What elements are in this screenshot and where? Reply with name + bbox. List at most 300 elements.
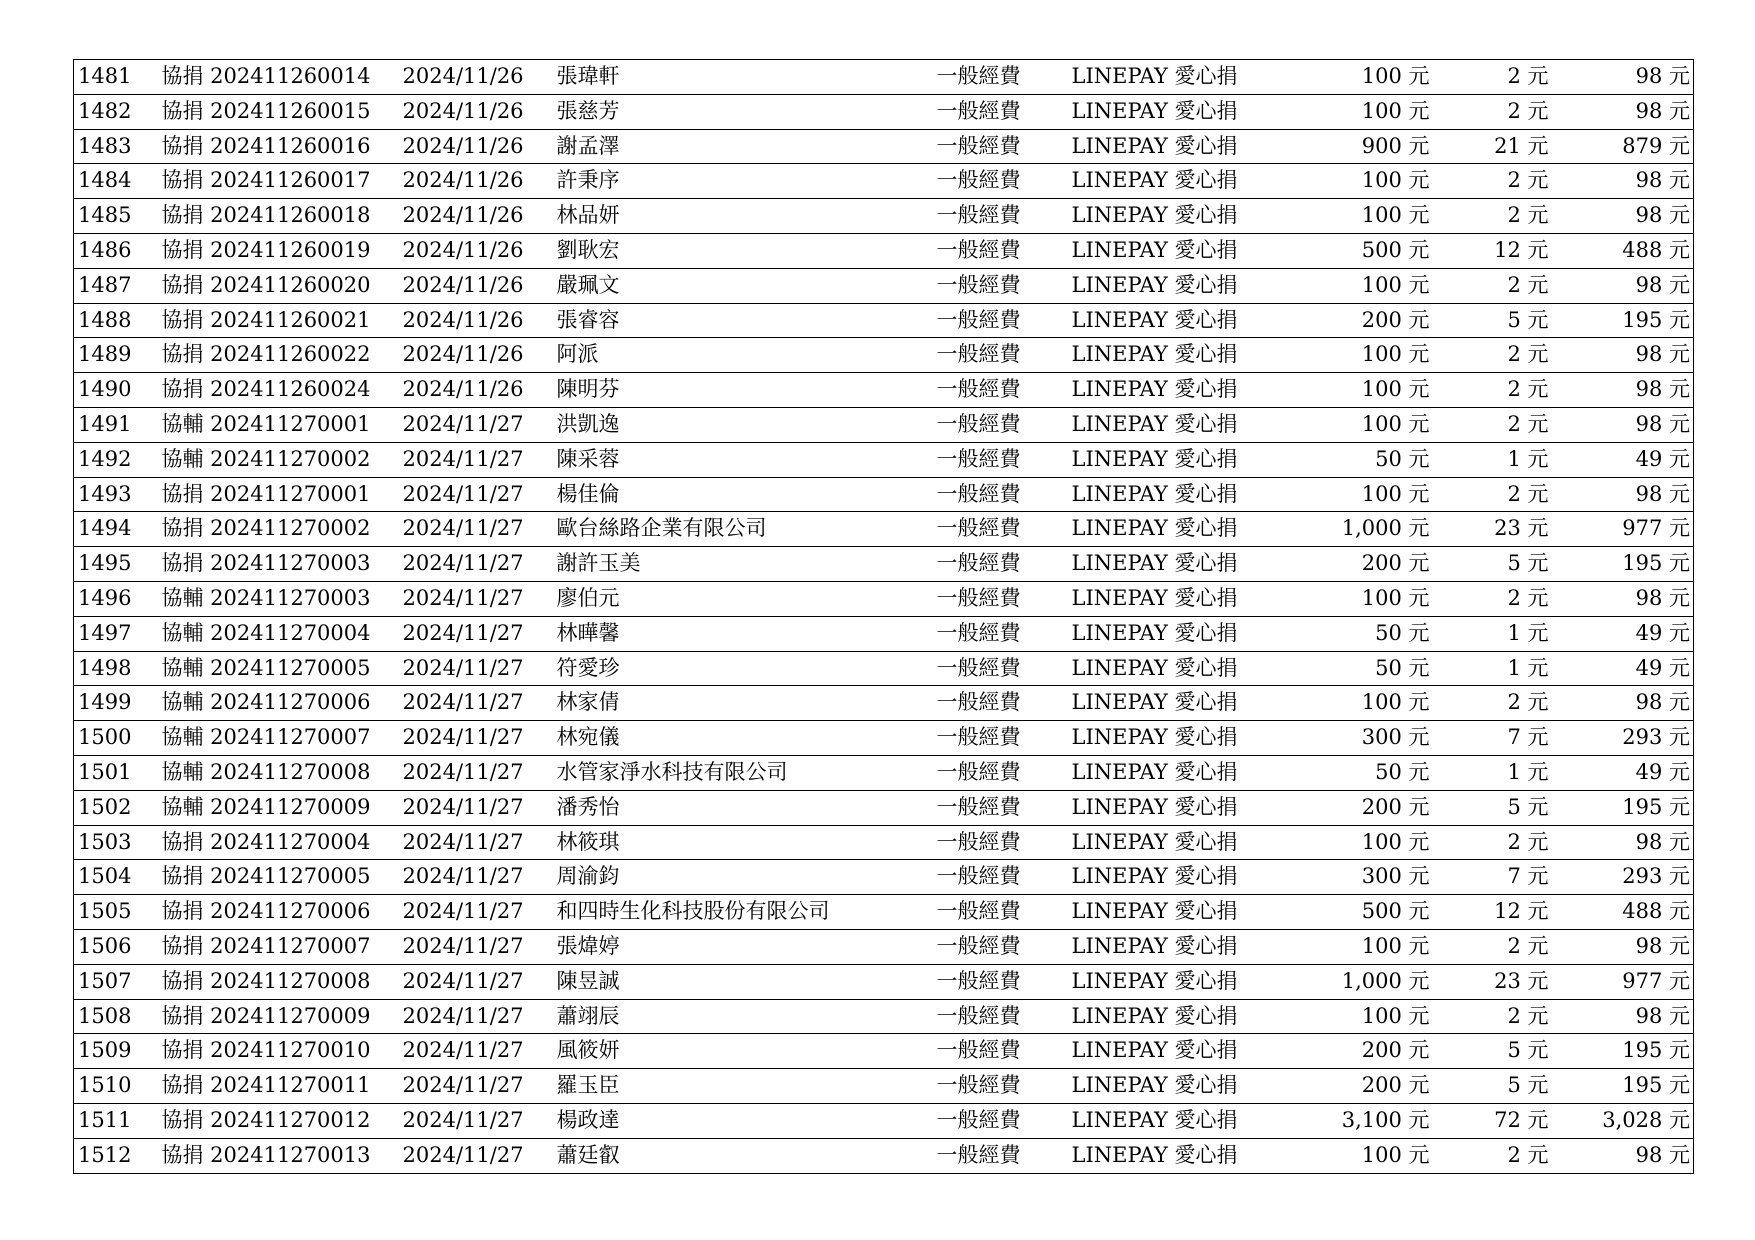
amount-cell: 100 元 [1260,686,1434,721]
date-cell: 2024/11/27 [391,1069,545,1104]
amount-cell: 50 元 [1260,442,1434,477]
payment-method-cell: LINEPAY 愛心捐 [1072,721,1260,756]
serial-number-cell: 1503 [74,825,152,860]
purpose-cell: 一般經費 [937,686,1072,721]
serial-number-cell: 1482 [74,94,152,129]
fee-cell: 2 元 [1434,929,1553,964]
amount-cell: 1,000 元 [1260,964,1434,999]
amount-cell: 100 元 [1260,477,1434,512]
fee-cell: 72 元 [1434,1103,1553,1138]
receipt-number-cell: 協捐 202411270002 [152,512,391,547]
serial-number-cell: 1488 [74,303,152,338]
date-cell: 2024/11/27 [391,790,545,825]
net-amount-cell: 98 元 [1553,407,1694,442]
serial-number-cell: 1481 [74,60,152,95]
net-amount-cell: 98 元 [1553,1138,1694,1173]
date-cell: 2024/11/27 [391,1138,545,1173]
payment-method-cell: LINEPAY 愛心捐 [1072,755,1260,790]
table-row [74,199,1694,234]
net-amount-cell: 195 元 [1553,303,1694,338]
donor-name-cell: 羅玉臣 [545,1069,937,1104]
date-cell: 2024/11/26 [391,94,545,129]
serial-number-cell: 1507 [74,964,152,999]
date-cell: 2024/11/26 [391,129,545,164]
date-cell: 2024/11/27 [391,651,545,686]
donor-name-cell: 張睿容 [545,303,937,338]
serial-number-cell: 1486 [74,233,152,268]
purpose-cell: 一般經費 [937,651,1072,686]
purpose-cell: 一般經費 [937,199,1072,234]
serial-number-cell: 1484 [74,164,152,199]
purpose-cell: 一般經費 [937,964,1072,999]
donor-name-cell: 張煒婷 [545,929,937,964]
serial-number-cell: 1492 [74,442,152,477]
payment-method-cell: LINEPAY 愛心捐 [1072,616,1260,651]
donor-name-cell: 阿派 [545,338,937,373]
amount-cell: 100 元 [1260,581,1434,616]
net-amount-cell: 293 元 [1553,721,1694,756]
purpose-cell: 一般經費 [937,407,1072,442]
date-cell: 2024/11/27 [391,477,545,512]
net-amount-cell: 195 元 [1553,1034,1694,1069]
purpose-cell: 一般經費 [937,547,1072,582]
net-amount-cell: 879 元 [1553,129,1694,164]
receipt-number-cell: 協輔 202411270009 [152,790,391,825]
fee-cell: 23 元 [1434,512,1553,547]
amount-cell: 100 元 [1260,1138,1434,1173]
purpose-cell: 一般經費 [937,268,1072,303]
table-row [74,129,1694,164]
net-amount-cell: 195 元 [1553,1069,1694,1104]
date-cell: 2024/11/27 [391,755,545,790]
payment-method-cell: LINEPAY 愛心捐 [1072,581,1260,616]
payment-method-cell: LINEPAY 愛心捐 [1072,825,1260,860]
fee-cell: 5 元 [1434,1069,1553,1104]
fee-cell: 2 元 [1434,477,1553,512]
date-cell: 2024/11/27 [391,1103,545,1138]
purpose-cell: 一般經費 [937,60,1072,95]
date-cell: 2024/11/27 [391,721,545,756]
table-row [74,268,1694,303]
table-row [74,1069,1694,1104]
table-row [74,1103,1694,1138]
payment-method-cell: LINEPAY 愛心捐 [1072,233,1260,268]
payment-method-cell: LINEPAY 愛心捐 [1072,129,1260,164]
amount-cell: 500 元 [1260,233,1434,268]
purpose-cell: 一般經費 [937,790,1072,825]
payment-method-cell: LINEPAY 愛心捐 [1072,199,1260,234]
receipt-number-cell: 協捐 202411270001 [152,477,391,512]
fee-cell: 2 元 [1434,338,1553,373]
date-cell: 2024/11/27 [391,581,545,616]
purpose-cell: 一般經費 [937,999,1072,1034]
serial-number-cell: 1489 [74,338,152,373]
receipt-number-cell: 協輔 202411270007 [152,721,391,756]
payment-method-cell: LINEPAY 愛心捐 [1072,651,1260,686]
net-amount-cell: 98 元 [1553,268,1694,303]
serial-number-cell: 1499 [74,686,152,721]
amount-cell: 300 元 [1260,860,1434,895]
receipt-number-cell: 協捐 202411270011 [152,1069,391,1104]
payment-method-cell: LINEPAY 愛心捐 [1072,1034,1260,1069]
donor-name-cell: 陳昱誠 [545,964,937,999]
date-cell: 2024/11/27 [391,547,545,582]
serial-number-cell: 1483 [74,129,152,164]
serial-number-cell: 1502 [74,790,152,825]
receipt-number-cell: 協捐 202411270012 [152,1103,391,1138]
date-cell: 2024/11/26 [391,164,545,199]
fee-cell: 7 元 [1434,860,1553,895]
date-cell: 2024/11/26 [391,303,545,338]
table-row [74,60,1694,95]
table-row [74,547,1694,582]
amount-cell: 50 元 [1260,755,1434,790]
donor-name-cell: 蕭廷叡 [545,1138,937,1173]
fee-cell: 5 元 [1434,547,1553,582]
serial-number-cell: 1501 [74,755,152,790]
table-row [74,581,1694,616]
donation-table [73,59,1694,1174]
amount-cell: 100 元 [1260,373,1434,408]
purpose-cell: 一般經費 [937,373,1072,408]
fee-cell: 12 元 [1434,895,1553,930]
net-amount-cell: 3,028 元 [1553,1103,1694,1138]
purpose-cell: 一般經費 [937,581,1072,616]
donor-name-cell: 嚴珮文 [545,268,937,303]
donor-name-cell: 陳采蓉 [545,442,937,477]
fee-cell: 2 元 [1434,199,1553,234]
serial-number-cell: 1505 [74,895,152,930]
payment-method-cell: LINEPAY 愛心捐 [1072,1103,1260,1138]
amount-cell: 50 元 [1260,616,1434,651]
fee-cell: 5 元 [1434,790,1553,825]
net-amount-cell: 488 元 [1553,895,1694,930]
amount-cell: 900 元 [1260,129,1434,164]
net-amount-cell: 488 元 [1553,233,1694,268]
receipt-number-cell: 協輔 202411270001 [152,407,391,442]
purpose-cell: 一般經費 [937,94,1072,129]
receipt-number-cell: 協捐 202411260017 [152,164,391,199]
payment-method-cell: LINEPAY 愛心捐 [1072,895,1260,930]
table-row [74,338,1694,373]
net-amount-cell: 98 元 [1553,94,1694,129]
purpose-cell: 一般經費 [937,1103,1072,1138]
serial-number-cell: 1506 [74,929,152,964]
donor-name-cell: 符愛珍 [545,651,937,686]
payment-method-cell: LINEPAY 愛心捐 [1072,338,1260,373]
donor-name-cell: 潘秀怡 [545,790,937,825]
fee-cell: 1 元 [1434,616,1553,651]
receipt-number-cell: 協捐 202411270013 [152,1138,391,1173]
payment-method-cell: LINEPAY 愛心捐 [1072,1138,1260,1173]
receipt-number-cell: 協捐 202411260022 [152,338,391,373]
purpose-cell: 一般經費 [937,129,1072,164]
receipt-number-cell: 協捐 202411270007 [152,929,391,964]
purpose-cell: 一般經費 [937,825,1072,860]
net-amount-cell: 977 元 [1553,512,1694,547]
serial-number-cell: 1500 [74,721,152,756]
receipt-number-cell: 協捐 202411260014 [152,60,391,95]
receipt-number-cell: 協捐 202411270010 [152,1034,391,1069]
receipt-number-cell: 協輔 202411270002 [152,442,391,477]
table-row [74,164,1694,199]
purpose-cell: 一般經費 [937,512,1072,547]
donor-name-cell: 林筱琪 [545,825,937,860]
fee-cell: 5 元 [1434,303,1553,338]
receipt-number-cell: 協捐 202411270004 [152,825,391,860]
amount-cell: 100 元 [1260,268,1434,303]
table-row [74,1034,1694,1069]
date-cell: 2024/11/27 [391,512,545,547]
date-cell: 2024/11/27 [391,825,545,860]
fee-cell: 1 元 [1434,442,1553,477]
payment-method-cell: LINEPAY 愛心捐 [1072,929,1260,964]
donor-name-cell: 和四時生化科技股份有限公司 [545,895,937,930]
donor-name-cell: 廖伯元 [545,581,937,616]
date-cell: 2024/11/26 [391,60,545,95]
table-row [74,999,1694,1034]
receipt-number-cell: 協輔 202411270006 [152,686,391,721]
purpose-cell: 一般經費 [937,616,1072,651]
donor-name-cell: 林宛儀 [545,721,937,756]
payment-method-cell: LINEPAY 愛心捐 [1072,442,1260,477]
fee-cell: 5 元 [1434,1034,1553,1069]
payment-method-cell: LINEPAY 愛心捐 [1072,686,1260,721]
table-row [74,477,1694,512]
date-cell: 2024/11/27 [391,964,545,999]
date-cell: 2024/11/27 [391,616,545,651]
date-cell: 2024/11/26 [391,338,545,373]
amount-cell: 100 元 [1260,199,1434,234]
serial-number-cell: 1504 [74,860,152,895]
serial-number-cell: 1487 [74,268,152,303]
fee-cell: 2 元 [1434,825,1553,860]
purpose-cell: 一般經費 [937,1034,1072,1069]
date-cell: 2024/11/27 [391,1034,545,1069]
receipt-number-cell: 協捐 202411260016 [152,129,391,164]
serial-number-cell: 1508 [74,999,152,1034]
amount-cell: 100 元 [1260,94,1434,129]
purpose-cell: 一般經費 [937,164,1072,199]
receipt-number-cell: 協捐 202411270009 [152,999,391,1034]
serial-number-cell: 1510 [74,1069,152,1104]
serial-number-cell: 1493 [74,477,152,512]
purpose-cell: 一般經費 [937,755,1072,790]
receipt-number-cell: 協捐 202411260015 [152,94,391,129]
donor-name-cell: 張瑋軒 [545,60,937,95]
fee-cell: 2 元 [1434,164,1553,199]
donor-name-cell: 謝孟澤 [545,129,937,164]
payment-method-cell: LINEPAY 愛心捐 [1072,60,1260,95]
serial-number-cell: 1490 [74,373,152,408]
payment-method-cell: LINEPAY 愛心捐 [1072,860,1260,895]
table-row [74,755,1694,790]
date-cell: 2024/11/27 [391,860,545,895]
serial-number-cell: 1485 [74,199,152,234]
donor-name-cell: 周渝鈞 [545,860,937,895]
table-row [74,651,1694,686]
receipt-number-cell: 協捐 202411270003 [152,547,391,582]
donor-name-cell: 陳明芬 [545,373,937,408]
serial-number-cell: 1496 [74,581,152,616]
amount-cell: 100 元 [1260,999,1434,1034]
net-amount-cell: 98 元 [1553,338,1694,373]
receipt-number-cell: 協捐 202411260021 [152,303,391,338]
date-cell: 2024/11/26 [391,268,545,303]
donor-name-cell: 林曄馨 [545,616,937,651]
donor-name-cell: 風筱妍 [545,1034,937,1069]
table-row [74,373,1694,408]
donor-name-cell: 水管家淨水科技有限公司 [545,755,937,790]
donor-name-cell: 許秉序 [545,164,937,199]
donor-name-cell: 劉耿宏 [545,233,937,268]
table-row [74,825,1694,860]
purpose-cell: 一般經費 [937,860,1072,895]
amount-cell: 100 元 [1260,407,1434,442]
donor-name-cell: 張慈芳 [545,94,937,129]
fee-cell: 2 元 [1434,1138,1553,1173]
fee-cell: 2 元 [1434,581,1553,616]
receipt-number-cell: 協捐 202411260020 [152,268,391,303]
receipt-number-cell: 協捐 202411270006 [152,895,391,930]
payment-method-cell: LINEPAY 愛心捐 [1072,999,1260,1034]
table-row [74,895,1694,930]
date-cell: 2024/11/26 [391,373,545,408]
receipt-number-cell: 協輔 202411270003 [152,581,391,616]
amount-cell: 300 元 [1260,721,1434,756]
purpose-cell: 一般經費 [937,477,1072,512]
net-amount-cell: 49 元 [1553,755,1694,790]
date-cell: 2024/11/27 [391,407,545,442]
table-row [74,860,1694,895]
serial-number-cell: 1498 [74,651,152,686]
net-amount-cell: 49 元 [1553,651,1694,686]
date-cell: 2024/11/26 [391,199,545,234]
receipt-number-cell: 協捐 202411270005 [152,860,391,895]
amount-cell: 500 元 [1260,895,1434,930]
serial-number-cell: 1494 [74,512,152,547]
purpose-cell: 一般經費 [937,303,1072,338]
payment-method-cell: LINEPAY 愛心捐 [1072,407,1260,442]
payment-method-cell: LINEPAY 愛心捐 [1072,547,1260,582]
date-cell: 2024/11/27 [391,929,545,964]
purpose-cell: 一般經費 [937,338,1072,373]
donation-rows [74,60,1694,1174]
amount-cell: 200 元 [1260,1034,1434,1069]
donor-name-cell: 洪凱逸 [545,407,937,442]
net-amount-cell: 98 元 [1553,999,1694,1034]
net-amount-cell: 98 元 [1553,825,1694,860]
date-cell: 2024/11/27 [391,999,545,1034]
fee-cell: 2 元 [1434,407,1553,442]
table-row [74,407,1694,442]
fee-cell: 21 元 [1434,129,1553,164]
payment-method-cell: LINEPAY 愛心捐 [1072,94,1260,129]
table-row [74,303,1694,338]
table-row [74,512,1694,547]
net-amount-cell: 195 元 [1553,547,1694,582]
amount-cell: 1,000 元 [1260,512,1434,547]
purpose-cell: 一般經費 [937,895,1072,930]
donor-name-cell: 歐台絲路企業有限公司 [545,512,937,547]
amount-cell: 100 元 [1260,338,1434,373]
net-amount-cell: 98 元 [1553,199,1694,234]
fee-cell: 2 元 [1434,373,1553,408]
receipt-number-cell: 協捐 202411260019 [152,233,391,268]
purpose-cell: 一般經費 [937,1138,1072,1173]
purpose-cell: 一般經費 [937,442,1072,477]
payment-method-cell: LINEPAY 愛心捐 [1072,373,1260,408]
fee-cell: 1 元 [1434,651,1553,686]
donor-name-cell: 謝許玉美 [545,547,937,582]
amount-cell: 200 元 [1260,790,1434,825]
serial-number-cell: 1497 [74,616,152,651]
table-row [74,964,1694,999]
fee-cell: 2 元 [1434,268,1553,303]
table-row [74,442,1694,477]
amount-cell: 50 元 [1260,651,1434,686]
net-amount-cell: 195 元 [1553,790,1694,825]
net-amount-cell: 98 元 [1553,373,1694,408]
receipt-number-cell: 協輔 202411270004 [152,616,391,651]
table-row [74,233,1694,268]
amount-cell: 3,100 元 [1260,1103,1434,1138]
net-amount-cell: 977 元 [1553,964,1694,999]
receipt-number-cell: 協捐 202411260024 [152,373,391,408]
amount-cell: 200 元 [1260,303,1434,338]
amount-cell: 100 元 [1260,929,1434,964]
serial-number-cell: 1511 [74,1103,152,1138]
table-row [74,790,1694,825]
net-amount-cell: 98 元 [1553,686,1694,721]
net-amount-cell: 98 元 [1553,60,1694,95]
table-row [74,1138,1694,1173]
payment-method-cell: LINEPAY 愛心捐 [1072,303,1260,338]
amount-cell: 100 元 [1260,164,1434,199]
receipt-number-cell: 協捐 202411260018 [152,199,391,234]
donor-name-cell: 林品妍 [545,199,937,234]
net-amount-cell: 98 元 [1553,477,1694,512]
net-amount-cell: 98 元 [1553,581,1694,616]
purpose-cell: 一般經費 [937,721,1072,756]
purpose-cell: 一般經費 [937,1069,1072,1104]
net-amount-cell: 49 元 [1553,616,1694,651]
payment-method-cell: LINEPAY 愛心捐 [1072,268,1260,303]
serial-number-cell: 1509 [74,1034,152,1069]
table-row [74,929,1694,964]
fee-cell: 2 元 [1434,686,1553,721]
donor-name-cell: 林家倩 [545,686,937,721]
amount-cell: 200 元 [1260,547,1434,582]
net-amount-cell: 98 元 [1553,164,1694,199]
receipt-number-cell: 協輔 202411270008 [152,755,391,790]
payment-method-cell: LINEPAY 愛心捐 [1072,477,1260,512]
donor-name-cell: 楊佳倫 [545,477,937,512]
fee-cell: 1 元 [1434,755,1553,790]
payment-method-cell: LINEPAY 愛心捐 [1072,1069,1260,1104]
net-amount-cell: 98 元 [1553,929,1694,964]
donor-name-cell: 蕭翊辰 [545,999,937,1034]
serial-number-cell: 1495 [74,547,152,582]
fee-cell: 2 元 [1434,999,1553,1034]
purpose-cell: 一般經費 [937,929,1072,964]
fee-cell: 23 元 [1434,964,1553,999]
amount-cell: 100 元 [1260,60,1434,95]
net-amount-cell: 49 元 [1553,442,1694,477]
fee-cell: 2 元 [1434,94,1553,129]
table-row [74,94,1694,129]
serial-number-cell: 1491 [74,407,152,442]
